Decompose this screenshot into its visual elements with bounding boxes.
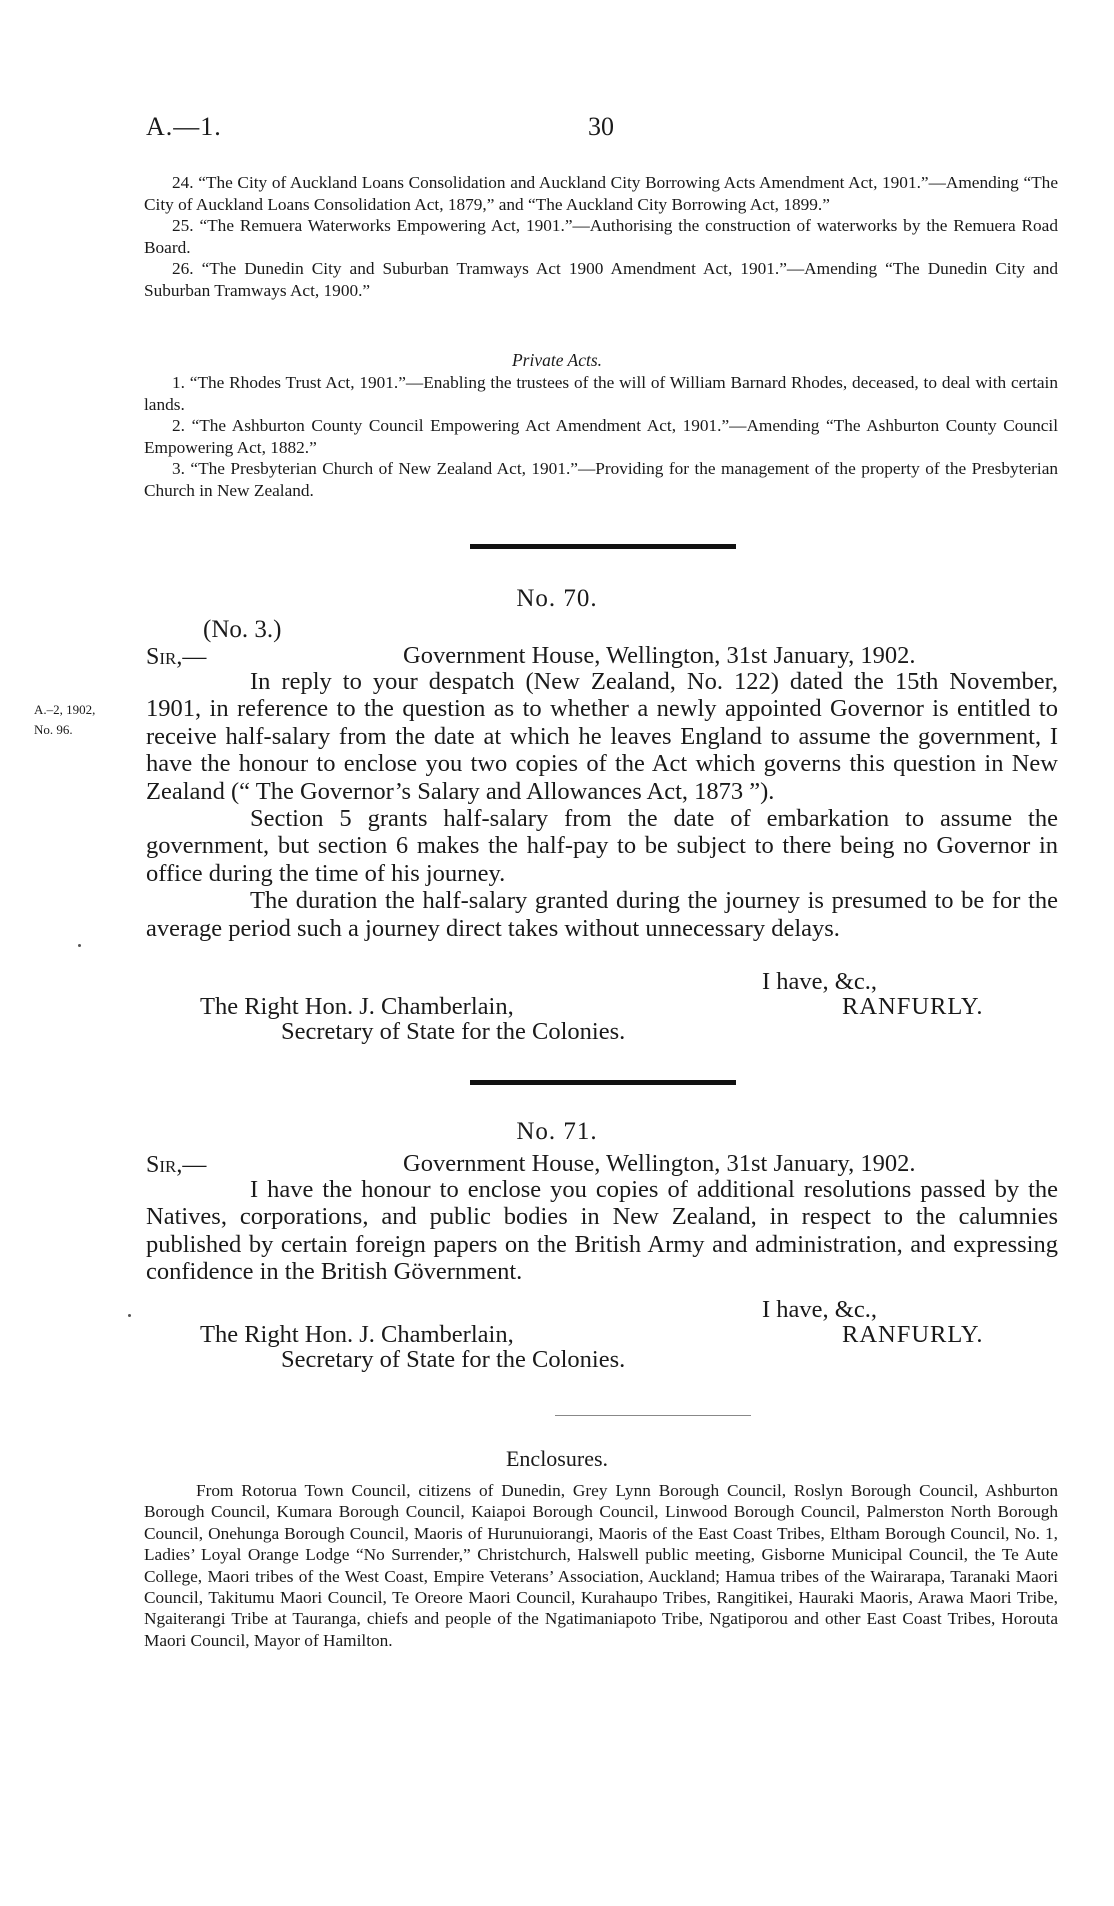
print-speck (128, 1314, 131, 1317)
recipient-title: Secretary of State for the Colonies. (281, 1018, 626, 1045)
act-entry: 24. “The City of Auckland Loans Consolidation and Auckland City Borrowing Acts Amendment Act, 1901.”—Amending “The City of Auckland Loans Consolidation Act, 1879,” and “The Auckland City Borrowing Act, 1899.” (144, 173, 1058, 214)
enclosures-text: From Rotorua Town Council, citizens of Dunedin, Grey Lynn Borough Council, Roslyn Borough Council, Ashburton Borough Council, Kumara Borough Council, Kaiapoi Borough Council, Linwood Borough Council, Palmerston North Borough Council, Onehunga Borough Council, Maoris of Hurunuiorangi, Maoris of the East Coast Tribes, Eltham Borough Council, No. 1, Ladies’ Loyal Orange Lodge “No Surrender,” Christchurch, Halswell public meeting, Gisborne Municipal Council, the Te Aute College, Maori tribes of the West Coast, Empire Veterans’ Association, Auckland; Hamua tribes of the Wairarapa, Taranaki Maori Council, Takitumu Maori Council, Te Oreore Maori Council, Kurahaupo Tribes, Rangitikei, Hauraki Maoris, Arawa Maori Tribe, Ngaiterangi Tribe at Tauranga, chiefs and people of the Ngatimaniapoto Tribe, Ngatiporou and other East Coast Tribes, Horouta Maori Council, Mayor of Hamilton. (144, 1481, 1058, 1650)
recipient-name: The Right Hon. J. Chamberlain, (200, 993, 514, 1020)
closing-phrase: I have, &c., (762, 968, 877, 995)
despatch-number: (No. 3.) (203, 616, 282, 643)
acts-list-continued (144, 172, 1058, 302)
print-speck (78, 944, 81, 947)
enclosures-list (144, 1480, 1058, 1651)
section-divider (470, 544, 736, 549)
place-date: Government House, Wellington, 31st January, 1902. (403, 642, 916, 669)
letter-number: No. 71. (516, 1118, 598, 1145)
letter-body (146, 668, 1058, 942)
margin-note-line: A.–2, 1902, (34, 702, 96, 717)
salutation: Sir,— (146, 1152, 207, 1178)
place-date: Government House, Wellington, 31st January, 1902. (403, 1150, 916, 1177)
letter-paragraph: Section 5 grants half-salary from the date of embarkation to assume the government, but section 6 makes the half-pay to be subject to there being no Governor in office during the time of his journey. (146, 805, 1058, 887)
letter-body (146, 1176, 1058, 1286)
private-acts-list (144, 372, 1058, 502)
act-entry: 26. “The Dunedin City and Suburban Tramways Act 1900 Amendment Act, 1901.”—Amending “The Dunedin City and Suburban Tramways Act, 1900.” (144, 259, 1058, 300)
section-divider (470, 1080, 736, 1085)
letter-number: No. 70. (516, 585, 598, 612)
recipient-name: The Right Hon. J. Chamberlain, (200, 1321, 514, 1348)
margin-reference-note (34, 700, 95, 740)
thin-divider (555, 1415, 751, 1416)
letter-paragraph: The duration the half-salary granted during the journey is presumed to be for the average period such a journey direct takes without unnecessary delays. (146, 887, 1058, 942)
page-number: 30 (588, 112, 614, 141)
private-act-entry: 3. “The Presbyterian Church of New Zealand Act, 1901.”—Providing for the management of the property of the Presbyterian Church in New Zealand. (144, 459, 1058, 500)
act-entry: 25. “The Remuera Waterworks Empowering Act, 1901.”—Authorising the construction of waterworks by the Remuera Road Board. (144, 216, 1058, 257)
recipient-title: Secretary of State for the Colonies. (281, 1346, 626, 1373)
enclosures-heading: Enclosures. (505, 1446, 609, 1471)
private-act-entry: 2. “The Ashburton County Council Empowering Act Amendment Act, 1901.”—Amending “The Ashburton County Council Empowering Act, 1882.” (144, 416, 1058, 457)
private-act-entry: 1. “The Rhodes Trust Act, 1901.”—Enabling the trustees of the will of William Barnard Rhodes, deceased, to deal with certain lands. (144, 373, 1058, 414)
letter-paragraph: I have the honour to enclose you copies of additional resolutions passed by the Natives, corporations, and public bodies in New Zealand, in respect to the calumnies published by certain foreign papers on the British Army and administration, and expressing confidence in the British Gövernment. (146, 1176, 1058, 1286)
signature: RANFURLY. (842, 1321, 984, 1348)
closing-phrase: I have, &c., (762, 1296, 877, 1323)
parliamentary-paper-reference: A.—1. (146, 112, 222, 141)
letter-paragraph: In reply to your despatch (New Zealand, No. 122) dated the 15th November, 1901, in reference to the question as to whether a newly appointed Governor is entitled to receive half-salary from the date at which he leaves England to assume the government, I have the honour to enclose you two copies of the Act which governs this question in New Zealand (“ The Governor’s Salary and Allowances Act, 1873 ”). (146, 668, 1058, 805)
signature: RANFURLY. (842, 993, 984, 1020)
salutation: Sir,— (146, 644, 207, 670)
margin-note-line: No. 96. (34, 722, 73, 737)
private-acts-heading: Private Acts. (511, 350, 603, 370)
